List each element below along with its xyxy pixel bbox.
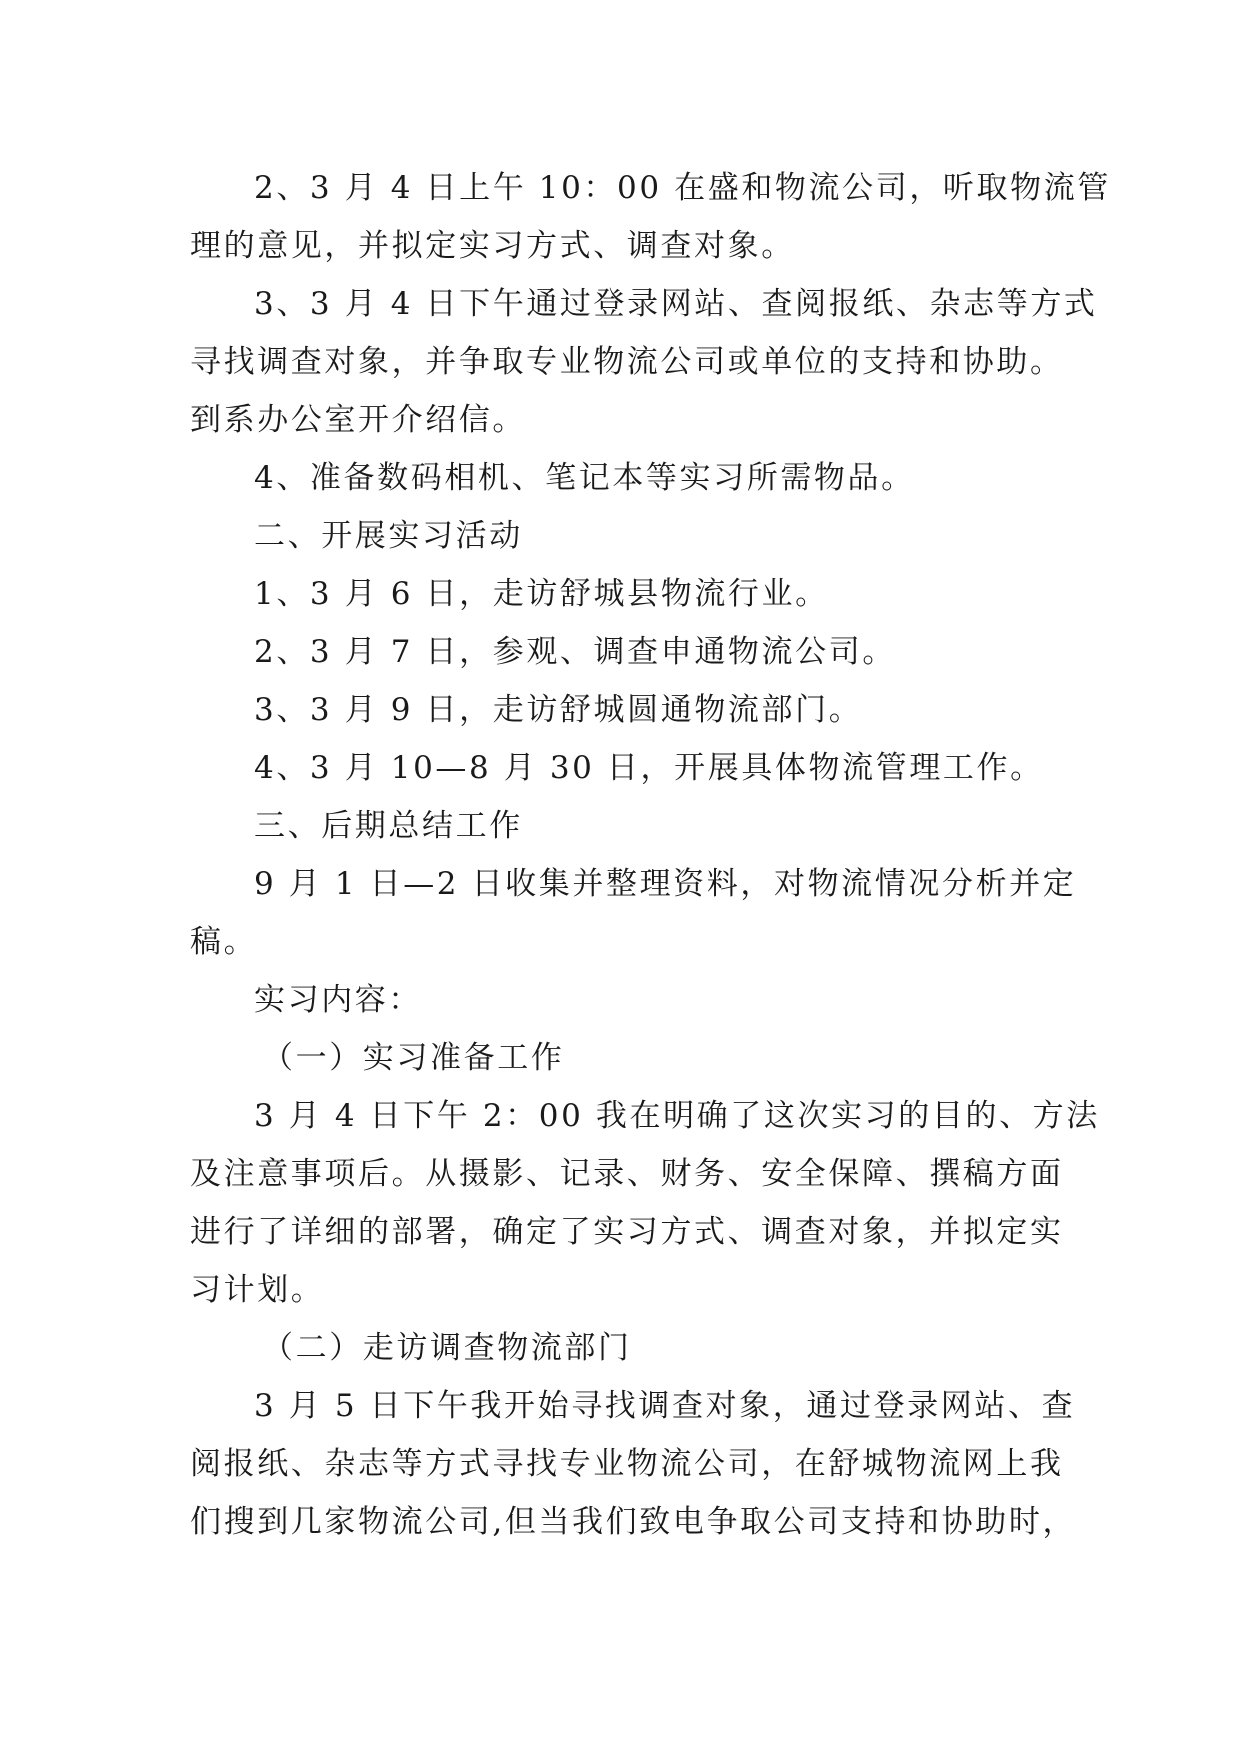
text-line: 3 月 4 日下午 2：00 我在明确了这次实习的目的、方法 <box>254 1098 1100 1134</box>
text-line: 阅报纸、杂志等方式寻找专业物流公司，在舒城物流网上我 <box>190 1446 1064 1482</box>
text-line: 4、准备数码相机、笔记本等实习所需物品。 <box>254 460 915 496</box>
text-line: 理的意见，并拟定实习方式、调查对象。 <box>190 228 795 264</box>
text-line: 3、3 月 9 日，走访舒城圆通物流部门。 <box>254 692 863 728</box>
section-heading: 二、开展实习活动 <box>254 518 523 554</box>
text-line: 2、3 月 7 日，参观、调查申通物流公司。 <box>254 634 896 670</box>
subsection-heading: （一）实习准备工作 <box>262 1040 565 1076</box>
text-line: 3 月 5 日下午我开始寻找调查对象，通过登录网站、查 <box>254 1388 1076 1424</box>
text-line: 寻找调查对象，并争取专业物流公司或单位的支持和协助。 <box>190 344 1064 380</box>
text-line: 2、3 月 4 日上午 10：00 在盛和物流公司，听取物流管 <box>254 170 1111 206</box>
text-line: 1、3 月 6 日，走访舒城县物流行业。 <box>254 576 829 612</box>
text-line: 及注意事项后。从摄影、记录、财务、安全保障、撰稿方面 <box>190 1156 1064 1192</box>
text-line: 到系办公室开介绍信。 <box>190 402 526 438</box>
text-line: 稿。 <box>190 924 258 960</box>
text-line: 3、3 月 4 日下午通过登录网站、查阅报纸、杂志等方式 <box>254 286 1098 322</box>
text-line: 4、3 月 10—8 月 30 日，开展具体物流管理工作。 <box>254 750 1044 786</box>
section-heading: 三、后期总结工作 <box>254 808 523 844</box>
text-line: 进行了详细的部署，确定了实习方式、调查对象，并拟定实 <box>190 1214 1064 1250</box>
section-heading: 实习内容： <box>254 982 422 1018</box>
text-line: 9 月 1 日—2 日收集并整理资料，对物流情况分析并定 <box>254 866 1077 902</box>
subsection-heading: （二）走访调查物流部门 <box>262 1330 632 1366</box>
text-line: 习计划。 <box>190 1272 325 1308</box>
text-line: 们搜到几家物流公司,但当我们致电争取公司支持和协助时， <box>190 1504 1077 1540</box>
